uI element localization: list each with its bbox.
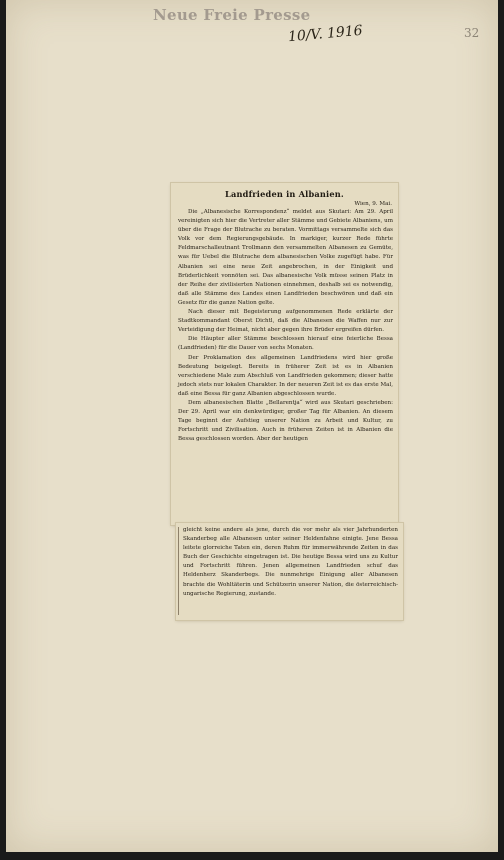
article-title: Landfrieden in Albanien. [225, 189, 344, 199]
paragraph: gleicht keine andere als jene, durch die vor mehr als vier Jahrhunderten Skanderbeg alle Albanesen unter seiner Heldenfahne einigte. Jene Bessa leitete glorreiche Taten ein, deren Ruhm für immerwährende Zeiten in das Buch der Geschichte eingetragen ist. Die heutige Bessa wird uns zu Kultur und Fortschritt führen. Jenen allgemeinen Landfrieden schuf das Heldenherz Skanderbegs. Die nunmehrige Einigung aller Albanesen brachte die Wohltäterin und Schützerin unserer Nation, die österreichisch-ungarische Regierung, zustande. [183, 527, 398, 597]
clipping-continuation [176, 523, 403, 620]
column-rule [178, 527, 179, 615]
paragraph: Nach dieser mit Begeisterung aufgenommenen Rede erklärte der Stadtkommandant Oberst Dichtl, daß die Albanesen die Waffen nur zur Verteidigung der Heimat, nicht aber gegen ihre Brüder ergreifen dürfen. [178, 309, 393, 334]
article-body [171, 208, 398, 444]
paragraph: Die Häupter aller Stämme beschlossen hierauf eine feierliche Bessa (Landfrieden) für die Dauer von sechs Monaten. [178, 336, 393, 352]
page-number: 32 [464, 26, 480, 40]
handwritten-date: 10/V. 1916 [287, 22, 364, 46]
paragraph: Der Proklamation des allgemeinen Landfriedens wird hier große Bedeutung beigelegt. Bereits in früherer Zeit ist es in Albanien verschiedene Male zum Abschluß von Landfrieden gekommen; dieser hatte jedoch stets nur lokalen Charakter. In der neueren Zeit ist es das erste Mal, daß eine Bessa für ganz Albanien abgeschlossen wurde. [178, 354, 393, 397]
newspaper-stamp: Neue Freie Presse [153, 6, 311, 24]
paragraph: Dem albanesischen Blatte „Bellarentja“ wird aus Skutari geschrieben: Der 29. April war ein denkwürdiger, großer Tag für Albanien. An diesem Tage beginnt der Aufstieg unserer Nation zu Arbeit und Kultur, zu Fortschritt und Zivilisation. Auch in früheren Zeiten ist in Albanien die Bessa geschlossen worden. Aber der heutigen [178, 399, 393, 443]
paragraph: Die „Albanesische Korrespondenz“ meldet aus Skutari: Am 29. April vereinigten sich hier die Vertreter aller Stämme und Gebiete Albaniens, um über die Frage der Blutrache zu beraten. Vormittags versammelte sich das Volk vor dem Regierungsgebäude. In markiger, kurzer Rede führte Feldmarschalleutnant Trollmann den versammelten Albanesen zu Gemüte, was für Uebel die Blutrache dem albanesischen Volke zugefügt habe. Für Albanien sei eine neue Zeit angebrochen, in der Einigkeit und Brüderlichkeit vonnöten sei. Das albanesische Volk müsse seinen Platz in der Reihe der zivilisierten Nationen einnehmen, deshalb sei es notwendig, daß alle Stämme des Landes einen Landfrieden beschwören und daß ein Gesetz für die ganze Nation gelte. [178, 209, 393, 306]
article-dateline: Wien, 9. Mai. [354, 201, 392, 207]
clipping-main [171, 183, 398, 525]
continuation-body [176, 523, 403, 599]
